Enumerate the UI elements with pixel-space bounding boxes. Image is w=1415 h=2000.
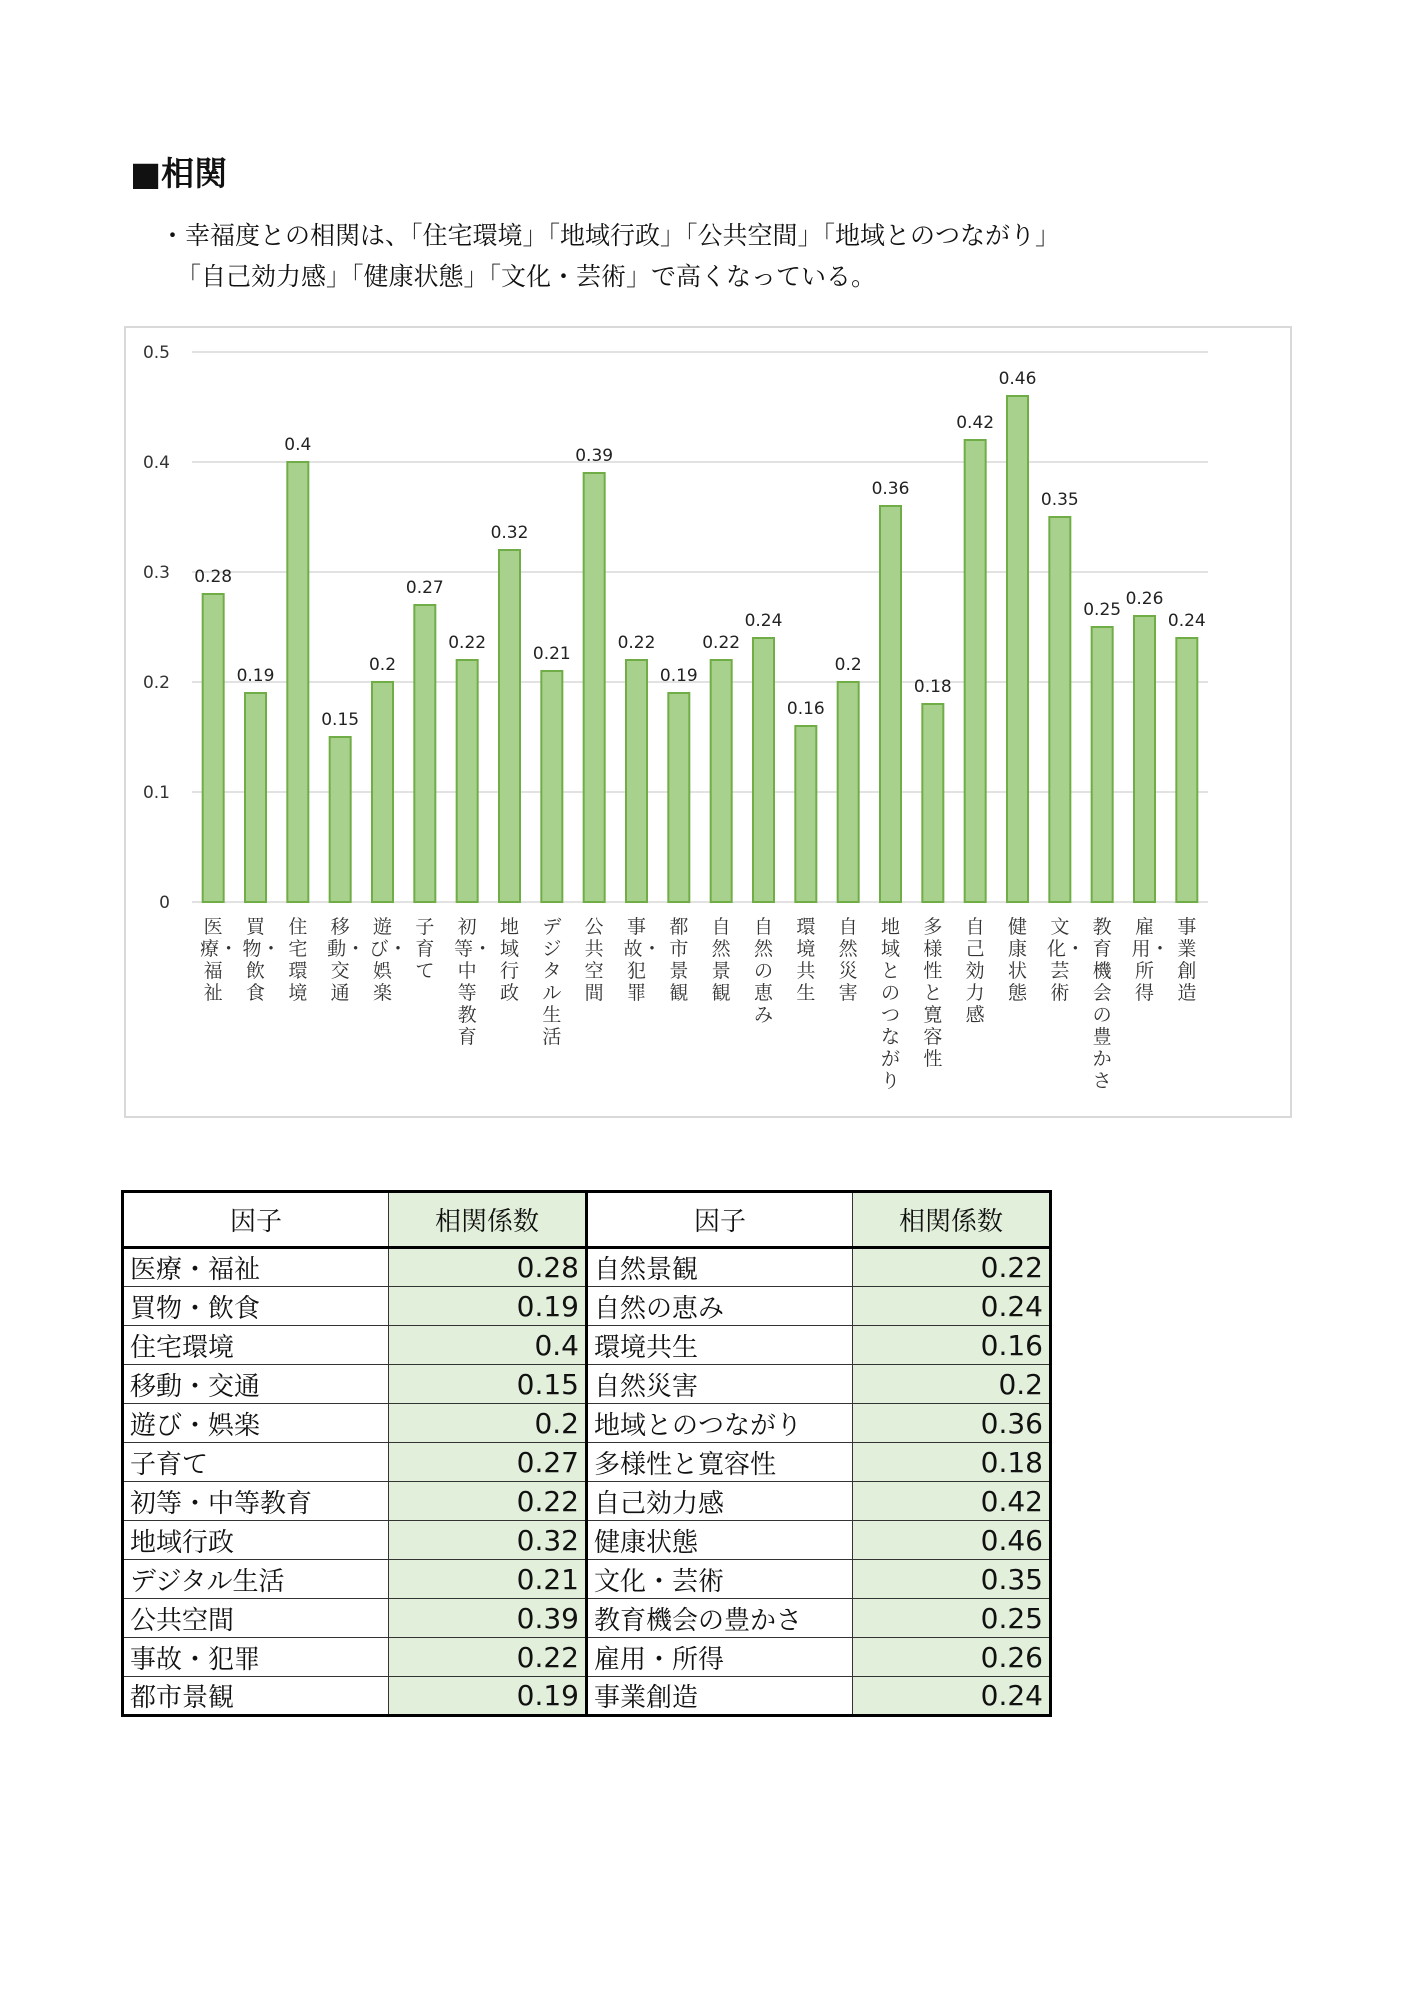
factor-left-cell: 都市景観 — [123, 1677, 389, 1716]
bar — [711, 660, 732, 902]
table-row — [123, 1599, 1051, 1638]
coef-right-cell: 0.22 — [853, 1248, 1051, 1287]
factor-left-cell: 買物・飲食 — [123, 1287, 389, 1326]
factor-left-cell: 遊び・娯楽 — [123, 1404, 389, 1443]
factor-left-cell: 医療・福祉 — [123, 1248, 389, 1287]
data-label: 0.2 — [368, 655, 397, 675]
bar — [838, 682, 859, 902]
data-label: 0.19 — [659, 666, 698, 686]
header-factor-left: 因子 — [123, 1192, 389, 1248]
factor-right-cell: 文化・芸術 — [587, 1560, 853, 1599]
bar — [287, 462, 308, 902]
bar — [1176, 638, 1197, 902]
bar — [1134, 616, 1155, 902]
factor-right-cell: 雇用・所得 — [587, 1638, 853, 1677]
category-label: 地域行政 — [499, 916, 519, 1004]
bar — [372, 682, 393, 902]
data-label: 0.35 — [1040, 490, 1079, 510]
bar — [922, 704, 943, 902]
y-tick-label: 0.5 — [142, 343, 170, 363]
data-label: 0.24 — [744, 611, 783, 631]
table-row — [123, 1326, 1051, 1365]
factor-left-cell: デジタル生活 — [123, 1560, 389, 1599]
data-label: 0.42 — [956, 413, 995, 433]
data-label: 0.15 — [321, 710, 360, 730]
category-label: 医療・福祉 — [200, 916, 239, 1004]
category-label: 文化・芸術 — [1046, 916, 1085, 1004]
factor-right-cell: 多様性と寛容性 — [587, 1443, 853, 1482]
bar — [499, 550, 520, 902]
factor-left-cell: 住宅環境 — [123, 1326, 389, 1365]
bar — [584, 473, 605, 902]
factor-left-cell: 事故・犯罪 — [123, 1638, 389, 1677]
bar — [753, 638, 774, 902]
coef-right-cell: 0.16 — [853, 1326, 1051, 1365]
category-label: 事業創造 — [1177, 916, 1197, 1004]
data-label: 0.22 — [617, 633, 656, 653]
table-row — [123, 1443, 1051, 1482]
category-label: 環境共生 — [796, 916, 816, 1004]
category-label: 子育て — [415, 916, 435, 982]
bar — [1092, 627, 1113, 902]
data-label: 0.36 — [871, 479, 910, 499]
factor-left-cell: 初等・中等教育 — [123, 1482, 389, 1521]
category-label: 地域とのつながり — [880, 916, 900, 1092]
factor-right-cell: 地域とのつながり — [587, 1404, 853, 1443]
bar — [1007, 396, 1028, 902]
factor-left-cell: 子育て — [123, 1443, 389, 1482]
category-label: 自然景観 — [711, 916, 731, 1004]
data-label: 0.19 — [236, 666, 275, 686]
data-label: 0.18 — [913, 677, 952, 697]
category-label: 遊び・娯楽 — [369, 916, 408, 1004]
coef-left-cell: 0.27 — [389, 1443, 587, 1482]
factor-right-cell: 自然の恵み — [587, 1287, 853, 1326]
summary-text — [160, 215, 1060, 297]
coef-right-cell: 0.24 — [853, 1677, 1051, 1716]
y-tick-label: 0.4 — [142, 453, 170, 473]
data-label: 0.28 — [194, 567, 233, 587]
summary-line-2: 「自己効力感」「健康状態」「文化・芸術」で高くなっている。 — [176, 262, 877, 291]
header-coef-right: 相関係数 — [853, 1192, 1051, 1248]
data-label: 0.22 — [702, 633, 741, 653]
category-label: デジタル生活 — [542, 916, 562, 1048]
coef-right-cell: 0.18 — [853, 1443, 1051, 1482]
factor-left-cell: 地域行政 — [123, 1521, 389, 1560]
bar — [1049, 517, 1070, 902]
table-row — [123, 1677, 1051, 1716]
summary-line-1: ・幸福度との相関は、「住宅環境」「地域行政」「公共空間」「地域とのつながり」 — [160, 221, 1061, 250]
correlation-chart — [124, 326, 1292, 1118]
bar — [965, 440, 986, 902]
y-tick-label: 0 — [159, 893, 170, 913]
category-label: 健康状態 — [1007, 916, 1027, 1004]
data-label: 0.46 — [998, 369, 1037, 389]
table-row — [123, 1521, 1051, 1560]
category-label: 事故・犯罪 — [623, 916, 662, 1004]
table-row — [123, 1560, 1051, 1599]
bar — [457, 660, 478, 902]
factor-right-cell: 自然災害 — [587, 1365, 853, 1404]
y-tick-label: 0.2 — [142, 673, 170, 693]
bar — [795, 726, 816, 902]
coef-right-cell: 0.35 — [853, 1560, 1051, 1599]
factor-left-cell: 公共空間 — [123, 1599, 389, 1638]
bar — [541, 671, 562, 902]
category-label: 教育機会の豊かさ — [1092, 916, 1112, 1092]
data-label: 0.27 — [405, 578, 444, 598]
factor-right-cell: 教育機会の豊かさ — [587, 1599, 853, 1638]
coef-left-cell: 0.22 — [389, 1482, 587, 1521]
coef-left-cell: 0.2 — [389, 1404, 587, 1443]
category-label: 移動・交通 — [327, 916, 366, 1004]
factor-right-cell: 自然景観 — [587, 1248, 853, 1287]
y-tick-label: 0.1 — [142, 783, 170, 803]
coef-right-cell: 0.25 — [853, 1599, 1051, 1638]
coef-left-cell: 0.32 — [389, 1521, 587, 1560]
table-row — [123, 1638, 1051, 1677]
y-tick-label: 0.3 — [142, 563, 170, 583]
bar — [626, 660, 647, 902]
coef-right-cell: 0.2 — [853, 1365, 1051, 1404]
category-label: 雇用・所得 — [1131, 916, 1170, 1004]
table-body — [123, 1248, 1051, 1716]
coef-left-cell: 0.19 — [389, 1677, 587, 1716]
coef-left-cell: 0.21 — [389, 1560, 587, 1599]
correlation-table-wrap — [121, 1190, 1052, 1717]
bar — [414, 605, 435, 902]
data-label: 0.2 — [834, 655, 862, 675]
bar — [330, 737, 351, 902]
factor-right-cell: 環境共生 — [587, 1326, 853, 1365]
factor-right-cell: 健康状態 — [587, 1521, 853, 1560]
coef-left-cell: 0.22 — [389, 1638, 587, 1677]
coef-left-cell: 0.39 — [389, 1599, 587, 1638]
coef-right-cell: 0.26 — [853, 1638, 1051, 1677]
category-label: 都市景観 — [669, 916, 689, 1004]
bar — [203, 594, 224, 902]
coef-right-cell: 0.36 — [853, 1404, 1051, 1443]
coef-left-cell: 0.19 — [389, 1287, 587, 1326]
category-label: 自然災害 — [838, 916, 858, 1004]
coef-right-cell: 0.24 — [853, 1287, 1051, 1326]
table-row — [123, 1404, 1051, 1443]
data-label: 0.21 — [532, 644, 571, 664]
header-coef-left: 相関係数 — [389, 1192, 587, 1248]
bar — [245, 693, 266, 902]
data-label: 0.32 — [490, 523, 529, 543]
table-row — [123, 1287, 1051, 1326]
category-label: 初等・中等教育 — [454, 916, 493, 1048]
coef-left-cell: 0.15 — [389, 1365, 587, 1404]
factor-right-cell: 事業創造 — [587, 1677, 853, 1716]
data-label: 0.22 — [448, 633, 487, 653]
header-factor-right: 因子 — [587, 1192, 853, 1248]
coef-right-cell: 0.46 — [853, 1521, 1051, 1560]
category-label: 買物・飲食 — [242, 916, 281, 1004]
table-row — [123, 1365, 1051, 1404]
data-label: 0.24 — [1167, 611, 1206, 631]
category-label: 自然の恵み — [753, 916, 773, 1026]
data-label: 0.39 — [575, 446, 614, 466]
factor-left-cell: 移動・交通 — [123, 1365, 389, 1404]
data-label: 0.4 — [284, 435, 312, 455]
bar — [668, 693, 689, 902]
table-row — [123, 1248, 1051, 1287]
data-label: 0.26 — [1125, 589, 1164, 609]
table-header-row — [123, 1192, 1051, 1248]
category-label: 自己効力感 — [965, 916, 985, 1026]
coef-left-cell: 0.28 — [389, 1248, 587, 1287]
factor-right-cell: 自己効力感 — [587, 1482, 853, 1521]
category-label: 住宅環境 — [288, 916, 308, 1004]
section-heading: ■相関 — [130, 154, 228, 193]
bar — [880, 506, 901, 902]
correlation-table — [121, 1190, 1052, 1717]
coef-left-cell: 0.4 — [389, 1326, 587, 1365]
table-row — [123, 1482, 1051, 1521]
category-label: 多様性と寛容性 — [923, 916, 943, 1070]
coef-right-cell: 0.42 — [853, 1482, 1051, 1521]
category-label: 公共空間 — [584, 916, 604, 1004]
data-label: 0.25 — [1083, 600, 1122, 620]
data-label: 0.16 — [786, 699, 825, 719]
